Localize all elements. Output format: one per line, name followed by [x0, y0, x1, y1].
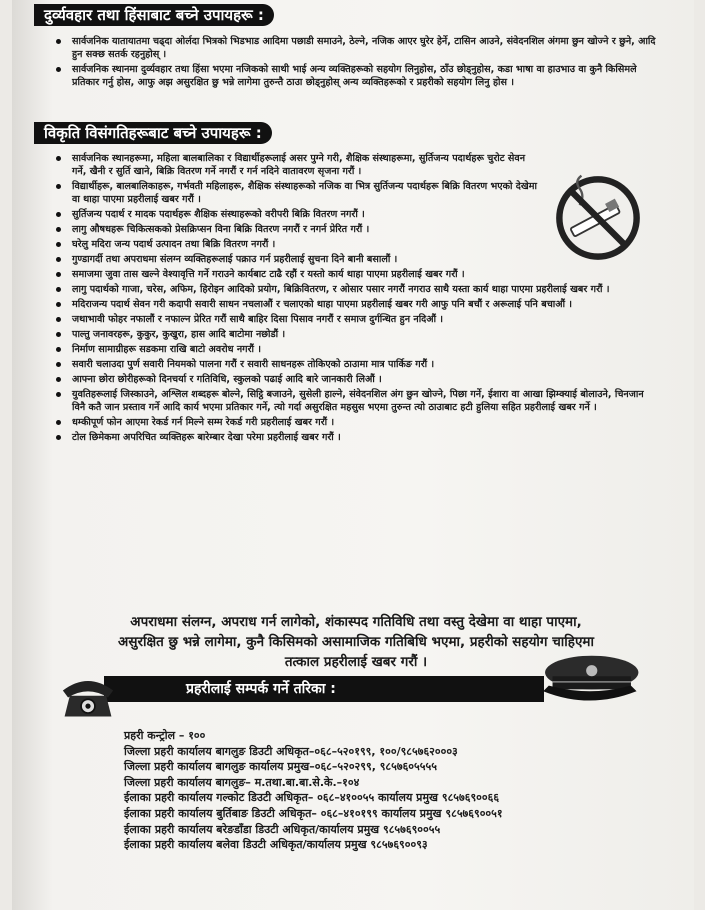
contact-list	[124, 728, 684, 853]
contact-line: ईलाका प्रहरी कार्यालय बरेङडाँडा डिउटी अधिकृत/कार्यालय प्रमुख ९८५७६९००५५	[124, 822, 441, 836]
list-item: लागु औषधहरू चिकित्सकको प्रेसक्रिप्सन विना बिक्रि वितरण नगरौं र नगर्न प्रेरित गरौं ।	[50, 223, 542, 236]
list-item: मदिराजन्य पदार्थ सेवन गरी कदापी सवारी साधन नचलाऔं र चलाएको थाहा पाएमा प्रहरीलाई खबर गरी आफु पनि बचौं र अरूलाई पनि बचाऔं ।	[50, 298, 650, 311]
police-cap-icon	[532, 650, 644, 710]
contact-line: जिल्ला प्रहरी कार्यालय बागलुङ कार्यालय प्रमुख–०६८–५२०२९९, ९८५७६०५५५५	[124, 760, 437, 774]
list-item: धम्कीपूर्ण फोन आएमा रेकर्ड गर्न मिल्ने सम्म रेकर्ड गरी प्रहरीलाई खबर गरौं ।	[50, 416, 650, 429]
contact-banner	[104, 676, 544, 702]
contact-line: ईलाका प्रहरी कार्यालय बलेवा डिउटी अधिकृत/कार्यालय प्रमुख ९८५७६९००९३	[124, 838, 428, 852]
contact-title: प्रहरीलाई सम्पर्क गर्ने तरिका :	[186, 681, 336, 697]
list-item: गुण्डागर्दी तथा अपराधमा संलग्न व्यक्तिहरूलाई पक्राउ गर्न प्रहरीलाई सुचना दिने बानी बसालौं ।	[50, 253, 650, 266]
contact-line: जिल्ला प्रहरी कार्यालय बागलुङ– म.तथा.बा.बा.से.के.–१०४	[124, 775, 360, 789]
contact-line: जिल्ला प्रहरी कार्यालय बागलुङ डिउटी अधिकृत–०६८–५२०१९९, १००/९८५७६२०००३	[124, 744, 458, 758]
section-title-abuse: दुर्व्यवहार तथा हिंसाबाट बच्ने उपायहरू :	[34, 4, 274, 26]
list-item: सुर्तिजन्य पदार्थ र मादक पदार्थहरू शैक्षिक संस्थाहरूको वरीपरी बिक्रि वितरण नगरौं ।	[50, 208, 542, 221]
list-item: सवारी चलाउदा पुर्ण सवारी नियमको पालना गरौं र सवारी साधनहरू तोकिएको ठाउामा मात्र पार्किङ गरौं ।	[50, 358, 650, 371]
contact-line: प्रहरी कन्ट्रोल – १००	[124, 729, 206, 742]
list-item: निर्माण सामाग्रीहरू सडकमा राखि बाटो अवरोध नगरौं ।	[50, 343, 650, 356]
contact-line: ईलाका प्रहरी कार्यालय गल्कोट डिउटी अधिकृत– ०६८–४१००५५ कार्यालय प्रमुख ९८५७६९००६६	[124, 791, 500, 805]
list-item: आफ्ना छोरा छोरीहरूको दिनचर्या र गतिविधि, स्कुलको पढाई आदि बारे जानकारी लिऔं ।	[50, 373, 650, 386]
list-item: युवतिहरूलाई जिस्काउने, अश्लिल शब्दहरू बोल्ने, सिट्ठि बजाउने, सुसेली हाल्ने, संवेदनशिल अंग छुन खोज्ने, पिछा गर्ने, ईशारा वा आखा झिम्क्याई बोलाउने, चिनजान विनै कतै जान प्रस्ताव गर्ने आदि कार्य भएमा प्रतिकार गर्ने, त्यो गर्दा असुरक्षित महसुस भएमा तुरुन्त त्यो ठाउाबाट हटी हुलिया सहित प्रहरीलाई खबर गर्ने ।	[50, 388, 650, 414]
abuse-tips-list	[50, 35, 660, 91]
list-item: टोल छिमेकमा अपरिचित व्यक्तिहरू बारेम्बार देखा परेमा प्रहरीलाई खबर गरौं ।	[50, 431, 650, 444]
appeal-line: असुरक्षित छु भन्ने लागेमा, कुनै किसिमको असामाजिक गतिबिधि भएमा, प्रहरीको सहयोग चाहिएमा	[118, 634, 594, 650]
contact-line: ईलाका प्रहरी कार्यालय बुर्तिबाङ डिउटी अधिकृत– ०६८–४१०१९९ कार्यालय प्रमुख ९८५७६९००५१	[124, 806, 503, 820]
list-item: सार्वजनिक स्थानहरूमा, महिला बालबालिका र विद्यार्थीहरूलाई असर पुग्ने गरी, शैक्षिक संस्थाहरूमा, सुर्तिजन्य पदार्थहरू चुरोट सेवन गर्ने, खैनी र सुर्ति खाने, बिक्रि वितरण गर्ने नगरौं र गर्न नदिने वातावरण सृजना गरौं ।	[50, 152, 542, 178]
leaflet-page	[12, 0, 694, 910]
appeal-line: अपराधमा संलग्न, अपराध गर्न लागेको, शंकास्पद गतिविधि तथा वस्तु देखेमा वा थाहा पाएमा,	[130, 614, 582, 630]
telephone-icon	[57, 668, 119, 720]
list-item: जथाभावी फोहर नफालौं र नफाल्न प्रेरित गरौं साथै बाहिर दिसा पिसाव नगरौं र समाज दुर्गन्धित हुन नदिऔं ।	[50, 313, 650, 326]
list-item: विद्यार्थीहरू, बालबालिकाहरू, गर्भवती महिलाहरू, शैक्षिक संस्थाहरूको नजिक वा भित्र सुर्तिजन्य पदार्थहरू बिक्रि वितरण भएको देखेमा वा थाहा पाएमा प्रहरीलाई खबर गरौं ।	[50, 180, 542, 206]
appeal-line: तत्काल प्रहरीलाई खबर गरौं ।	[284, 654, 428, 670]
list-item: पाल्तु जनावरहरू, कुकुर, कुखुरा, हास आदि बाटोमा नछोडौं ।	[50, 328, 650, 341]
list-item: घरेलु मदिरा जन्य पदार्थ उत्पादन तथा बिक्रि वितरण नगरौं ।	[50, 238, 650, 251]
list-item: लागु पदार्थको गाजा, चरेस, अफिम, हिरोइन आदिको प्रयोग, बिक्रिवितरण, र ओसार पसार नगरौं नगराउ साथै यस्ता कार्य थाहा पाएमा प्रहरीलाई खबर गरौं ।	[50, 283, 650, 296]
no-smoking-icon	[552, 172, 644, 264]
list-item: सार्वजनिक यातायातमा चढ्दा ओर्लदा भित्रको भिडभाड आदिमा पछाडी समाउने, ठेल्ने, नजिक आएर घुरेर हेर्ने, टासिन आउने, संवेदनशिल अंगमा छुन खोज्ने र छुने, आदि हुन सक्छ सतर्क रहनुहोस् ।	[50, 35, 660, 61]
list-item: सार्वजनिक स्थानमा दुर्व्यवहार तथा हिंसा भएमा नजिकको साथी भाई अन्य व्यक्तिहरूको सहयोग लिनुहोस, ठाँउ छोड्नुहोस, कडा भाषा वा हाउभाउ वा कुनै किसिमले प्रतिकार गर्नु होस, आफु अझ असुरक्षित छु भन्ने लागेमा तुरुन्तै ठाउा छोड्नुहोस् अन्य व्यक्तिहरूको र प्रहरीको सहयोग लिनु होस ।	[50, 63, 660, 89]
section-title-vices: विकृति विसंगतिहरूबाट बच्ने उपायहरू :	[34, 122, 272, 144]
list-item: समाजमा जुवा तास खल्ने वेश्यावृत्ति गर्ने गराउने कार्यबाट टाढै रहौं र यस्तो कार्य थाहा पाएमा प्रहरीलाई खबर गरौं ।	[50, 268, 650, 281]
